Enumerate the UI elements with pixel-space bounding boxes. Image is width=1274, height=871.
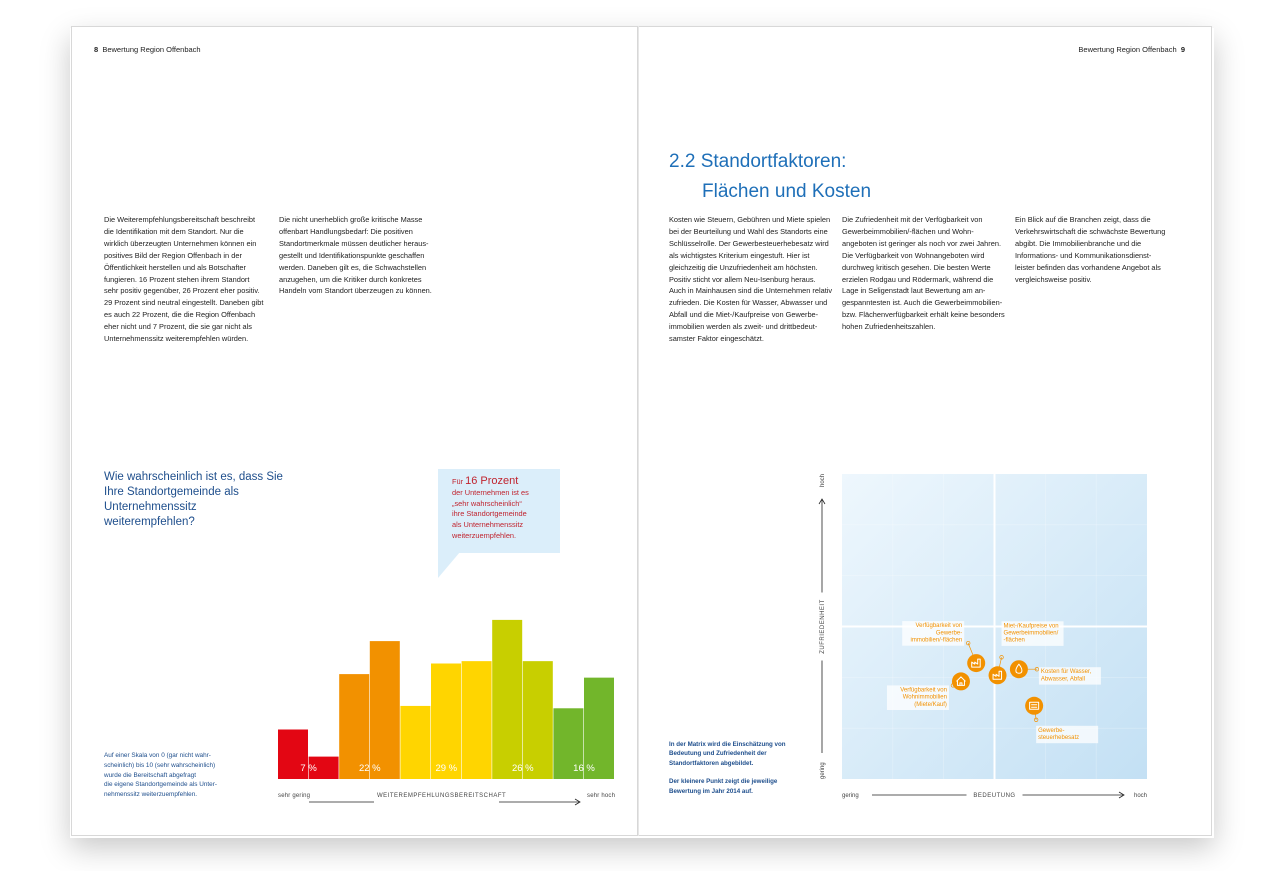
house-icon — [952, 672, 970, 690]
callout-line: ihre Standortgemeinde — [452, 509, 527, 519]
callout-box — [438, 469, 560, 553]
callout-line: „sehr wahrscheinlich“ — [452, 498, 522, 508]
scale-note-line: die eigene Standortgemeinde als Unter- — [104, 781, 217, 789]
body-column-3 — [1015, 214, 1187, 285]
body-line: Die nicht unerheblich große kritische Masse — [279, 215, 423, 224]
body-line: offenbart Handlungsbedarf: Die positiven — [279, 226, 413, 236]
matrix-item-label: (Miete/Kauf) — [914, 701, 947, 708]
body-line: Kosten wie Steuern, Gebühren und Miete spielen — [669, 215, 831, 224]
scale-note-line: scheinlich) bis 10 (sehr wahrscheinlich) — [104, 761, 216, 769]
group-percent-label: 7 % — [300, 763, 317, 774]
matrix-item-label: Gewerbeimmobilien/ — [1003, 630, 1059, 637]
scale-note-line: nehmenssitz weiterzuempfehlen. — [104, 791, 198, 799]
group-percent-label: 22 % — [358, 763, 381, 774]
bar — [431, 664, 461, 780]
matrix-chart — [810, 474, 1150, 819]
body-line: Gewerbeimmobilien/-flächen und Wohn- — [842, 226, 974, 236]
matrix-item-label: Gewerbe- — [1038, 727, 1065, 734]
body-line: Öffentlichkeit herstellen und als Botschafter — [104, 262, 247, 272]
body-line: Die Zufriedenheit mit der Verfügbarkeit von — [842, 215, 983, 224]
body-line: wirklich überzeugten Unternehmen können ein — [104, 238, 257, 248]
y-axis-label: ZUFRIEDENHEIT — [820, 599, 826, 654]
scale-note-line: Auf einer Skala von 0 (gar nicht wahr- — [104, 752, 211, 759]
body-line: Verkehrswirtschaft die schwächste Bewertung — [1015, 226, 1166, 236]
x-min-label: sehr gering — [278, 793, 311, 799]
matrix-item-label: Wohnimmobilien — [902, 694, 947, 701]
body-line: gleichzeitig die Unzufriedenheit am höchsten. — [669, 262, 818, 272]
body-line: anzugehen, um die Kritiker durch konkretes — [279, 274, 422, 284]
bar-chart-svg — [277, 607, 617, 807]
running-head-left — [94, 45, 201, 54]
y-high-label: hoch — [820, 474, 826, 488]
bar — [492, 620, 522, 779]
matrix-note-2: Der kleinere Punkt zeigt die jeweilige Bewertung im Jahr 2014 auf. — [669, 778, 778, 795]
body-line: immobilien werden als zweit- und drittbedeut- — [669, 322, 818, 332]
matrix-item-label: -flächen — [1003, 637, 1025, 644]
matrix-item-label: Miet-/Kaufpreise von — [1003, 623, 1059, 630]
body-line: Lage in Seligenstadt laut Bewertung am an- — [842, 286, 986, 296]
body-line: Informations- und Kommunikationsdienst- — [1015, 250, 1152, 260]
body-line: positives Bild der Region Offenbach in der — [104, 250, 242, 260]
body-column-1 — [669, 214, 839, 345]
body-line: Auch in Mainhausen sind die Unternehmen relativ — [669, 286, 833, 296]
matrix-item-label: Abwasser, Abfall — [1040, 676, 1085, 683]
matrix-item-label: Kosten für Wasser, — [1040, 669, 1092, 676]
x-low-label: gering — [842, 793, 859, 799]
group-percent-label: 26 % — [511, 763, 534, 774]
body-line: angeboten ist geringer als noch vor zwei Jahren. — [842, 238, 1001, 248]
matrix-item-label: steuerhebesatz — [1038, 735, 1080, 741]
running-head-title: Bewertung Region Offenbach — [1078, 45, 1177, 54]
x-high-label: hoch — [1133, 793, 1147, 799]
running-head-title: Bewertung Region Offenbach — [102, 45, 201, 54]
bar — [523, 661, 553, 779]
callout-tail — [438, 552, 460, 578]
scale-note — [104, 751, 244, 800]
matrix-item-label: Verfügbarkeit von — [900, 687, 947, 694]
body-line: zufrieden. Die Kosten für Wasser, Abwasser und — [669, 298, 828, 308]
bar — [370, 641, 400, 779]
body-line: abgibt. Die Immobilienbranche und die — [1015, 238, 1142, 248]
right-page — [639, 26, 1212, 836]
body-line: fungieren. 16 Prozent stehen ihrem Standort — [104, 274, 250, 284]
tax-icon — [1025, 697, 1043, 715]
body-line: hohen Zufriedenheitszahlen. — [842, 322, 936, 332]
page-number: 9 — [1180, 45, 1185, 54]
left-page — [71, 26, 638, 836]
body-line: durchweg kritisch gesehen. Die besten Werte — [842, 262, 991, 272]
body-line: Schlüsselrolle. Der Gewerbesteuerhebesatz wird — [669, 238, 829, 248]
x-axis-label: WEITEREMPFEHLUNGSBEREITSCHAFT — [377, 793, 507, 799]
group-percent-label: 16 % — [573, 763, 595, 774]
callout-text — [452, 476, 556, 542]
x-max-label: sehr hoch — [587, 793, 616, 799]
callout-lines — [452, 488, 556, 542]
group-percent-label: 29 % — [435, 763, 458, 774]
body-line: Die Weiterempfehlungsbereitschaft beschreibt — [104, 215, 256, 224]
matrix-note — [669, 740, 809, 805]
section-heading — [669, 147, 871, 207]
matrix-svg — [810, 474, 1150, 814]
body-line: Ein Blick auf die Branchen zeigt, dass die — [1015, 215, 1151, 224]
body-line: bei der Beurteilung und Wahl des Standorts eine — [669, 226, 828, 236]
body-line: gespanntesten ist. Auch die Gewerbeimmobilien- — [842, 298, 1003, 308]
page-number: 8 — [94, 45, 99, 54]
bar — [462, 661, 492, 779]
callout-line: als Unternehmenssitz — [452, 520, 524, 530]
body-line: sehr positiv gegenüber, 26 Prozent eher positiv. — [104, 286, 260, 296]
x-axis-label: BEDEUTUNG — [973, 793, 1016, 799]
body-line: erzielen Rodgau und Rödermark, während die — [842, 274, 994, 284]
body-line: Handeln vom Standort überzeugen zu können. — [279, 286, 432, 296]
chart-question: Wie wahrscheinlich ist es, dass Sie Ihre Standortgemeinde als Unternehmenssitz weiterempfehlen? — [104, 471, 283, 528]
body-line: leister befinden das vorhandene Angebot als — [1015, 262, 1161, 272]
body-line: bzw. Flächenverfügbarkeit erhält keine besonders — [842, 310, 1005, 320]
water-icon — [1010, 660, 1028, 678]
running-head-right — [1078, 45, 1185, 54]
body-line: gestellt und Identifikationspunkte geschaffen — [279, 250, 425, 260]
body-line: es auch 22 Prozent, die die Region Offenbach — [104, 310, 256, 320]
body-line: Unternehmenssitz weiterempfehlen würden. — [104, 334, 249, 344]
body-line: vergleichsweise positiv. — [1015, 274, 1092, 284]
body-line: Positiv sticht vor allem Neu-Isenburg heraus. — [669, 274, 816, 284]
body-line: 29 Prozent sind neutral eingestellt. Daneben gibt — [104, 298, 264, 308]
body-column-2 — [842, 214, 1014, 333]
body-line: Standortmerkmale müssen deutlicher heraus- — [279, 238, 429, 248]
y-low-label: gering — [820, 762, 826, 779]
body-column-2 — [279, 214, 454, 297]
body-line: Die Verfügbarkeit von Wohnangeboten wird — [842, 250, 985, 260]
body-line: werden. Daneben gilt es, die Schwachstellen — [279, 262, 427, 272]
body-column-1 — [104, 214, 274, 345]
body-line: Abfall und die Miet-/Kaufpreise von Gewerbe- — [669, 310, 819, 320]
heading-line-1: 2.2 Standortfaktoren: — [669, 151, 847, 172]
body-line: eher nicht und 7 Prozent, die sie gar nicht als — [104, 322, 252, 332]
matrix-note-1: In der Matrix wird die Einschätzung von Bedeutung und Zufriedenheit der Standortfaktoren abgebildet. — [669, 741, 786, 767]
body-line: samster Faktor eingeschätzt. — [669, 334, 764, 344]
bar-chart — [277, 607, 617, 812]
bar — [400, 706, 430, 779]
heading-line-2: Flächen und Kosten — [702, 181, 872, 202]
callout-prefix: Für — [452, 477, 466, 486]
callout-highlight: 16 Prozent — [465, 475, 519, 487]
body-line: die Identifikation mit dem Standort. Nur die — [104, 226, 244, 236]
scale-note-line: wurde die Bereitschaft abgefragt — [104, 771, 197, 779]
callout-line: der Unternehmen ist es — [452, 487, 529, 497]
matrix-item-label: Gewerbe- — [935, 630, 963, 637]
matrix-item-label: immobilien/-flächen — [910, 637, 963, 644]
body-line: als wichtigstes Kriterium eingestuft. Hier ist — [669, 250, 810, 260]
callout-line: weiterzuempfehlen. — [452, 530, 517, 540]
matrix-item-label: Verfügbarkeit von — [915, 623, 963, 630]
